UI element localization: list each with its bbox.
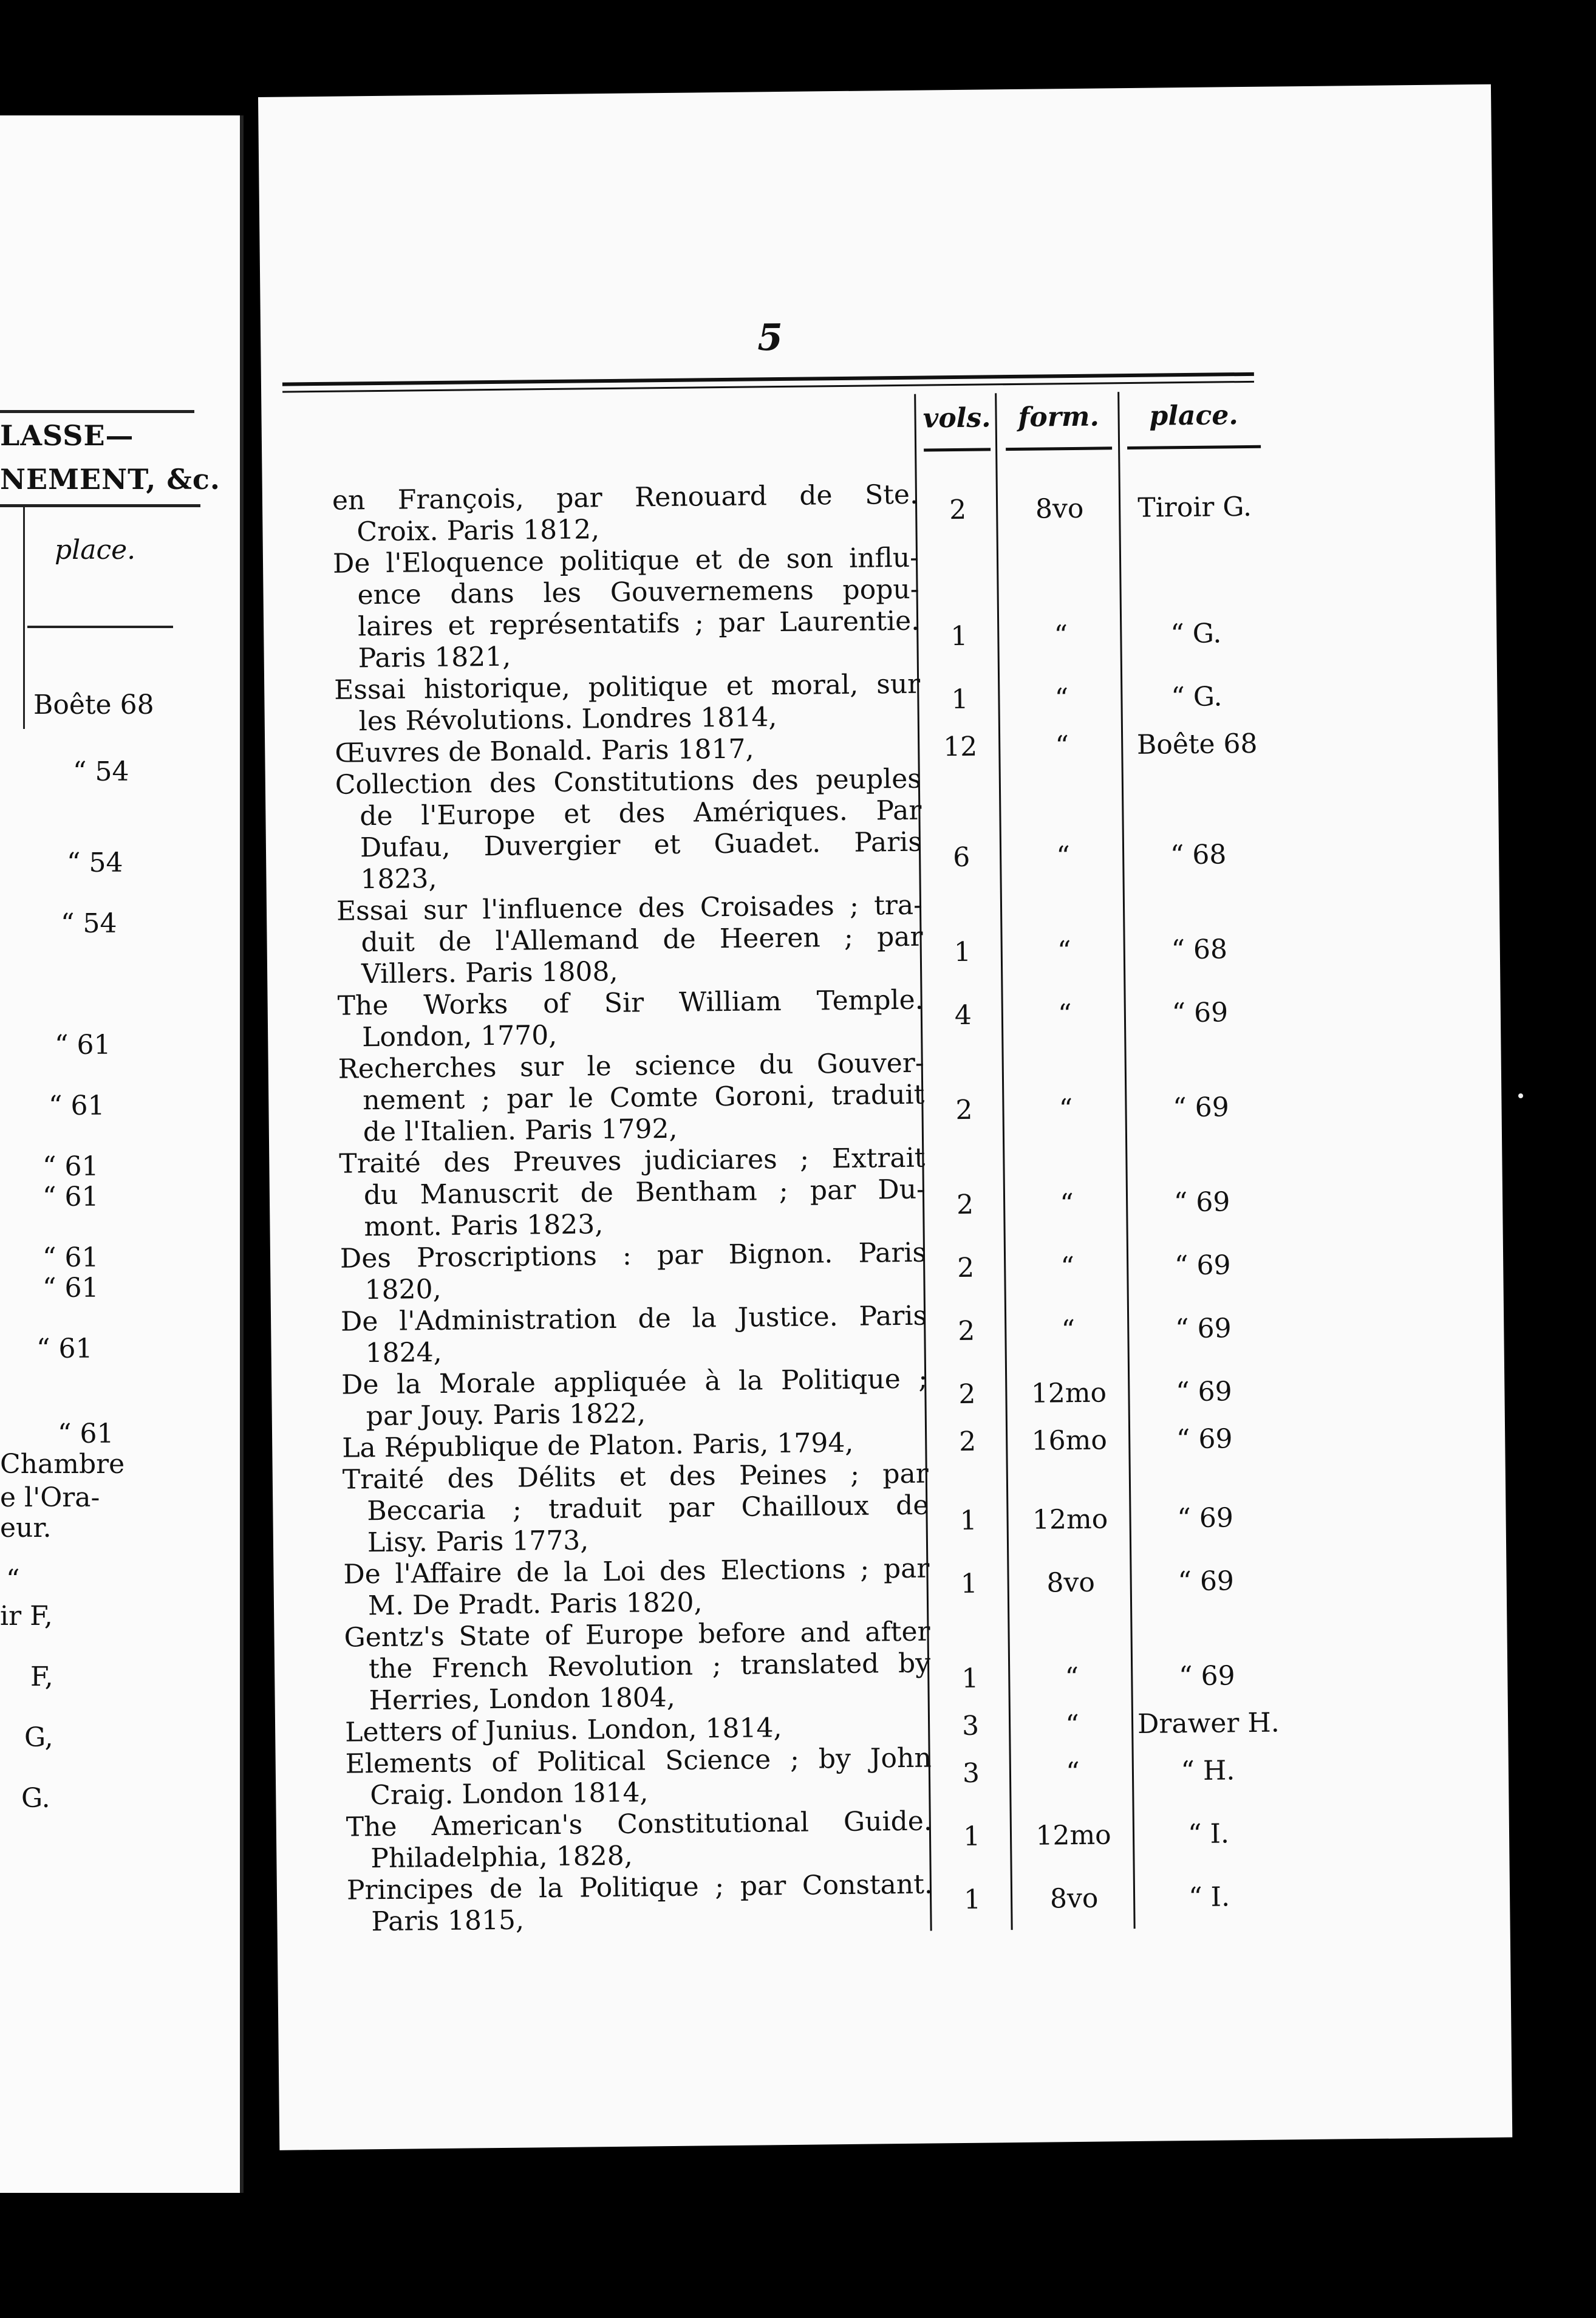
- entry-line: Traité des Preuves judiciares ; Extrait: [339, 1142, 926, 1180]
- entry-vols: 1: [953, 936, 972, 968]
- catalog-entry: [347, 1869, 933, 1938]
- catalog-entry: [333, 542, 920, 675]
- left-place-entry: “ 54: [61, 908, 117, 939]
- right-page: [258, 84, 1512, 2150]
- entry-line: Paris 1821,: [358, 641, 511, 674]
- entry-line: Paris 1815,: [371, 1904, 525, 1938]
- entry-line: ence dans les Gouvernemens popu-: [357, 573, 919, 611]
- entry-line: M. De Pradt. Paris 1820,: [367, 1587, 703, 1622]
- entry-place: Tiroir G.: [1137, 491, 1252, 524]
- left-header-line-2: NEMENT, &c.: [0, 463, 220, 496]
- entry-line: Philadelphia, 1828,: [370, 1840, 633, 1875]
- entry-vols: 1: [951, 683, 969, 716]
- left-place-entry: eur.: [0, 1513, 52, 1544]
- entry-vols: 2: [955, 1094, 973, 1126]
- left-place-underline: [27, 626, 173, 628]
- entry-place: “ 69: [1178, 1565, 1235, 1598]
- entry-line: De l'Eloquence politique et de son influ-: [332, 542, 919, 580]
- catalog-entry: [336, 890, 924, 991]
- entry-line: De l'Administration de la Justice. Paris: [340, 1300, 927, 1338]
- entry-form: “: [1057, 935, 1071, 967]
- place-underline: [1127, 445, 1261, 450]
- entry-line: Lisy. Paris 1773,: [367, 1525, 589, 1559]
- left-place-entry: “ 54: [67, 847, 123, 878]
- catalog-entry: [339, 1143, 926, 1243]
- catalog-entry: [340, 1237, 927, 1307]
- entry-line: Beccaria ; traduit par Chailloux de: [367, 1489, 929, 1527]
- entry-form: 8vo: [1035, 493, 1084, 525]
- entry-line: 1823,: [360, 863, 437, 895]
- entry-form: 8vo: [1046, 1567, 1096, 1599]
- entry-place: “ H.: [1181, 1755, 1235, 1787]
- catalog-entry: [337, 985, 924, 1054]
- entry-place: “ 69: [1177, 1502, 1234, 1534]
- entry-line: London, 1770,: [361, 1019, 558, 1053]
- entry-line: La République de Platon. Paris, 1794,: [342, 1427, 854, 1464]
- left-place-entry: G,: [24, 1722, 53, 1753]
- entry-line: de l'Europe et des Amériques. Par: [360, 795, 922, 832]
- entry-vols: 3: [961, 1710, 980, 1742]
- left-column-divider: [23, 504, 25, 729]
- entry-vols: 4: [954, 999, 972, 1031]
- entry-vols: 1: [963, 1884, 981, 1915]
- entry-place: “ 69: [1171, 997, 1229, 1029]
- entry-place: Drawer H.: [1137, 1707, 1280, 1740]
- entry-line: par Jouy. Paris 1822,: [366, 1398, 646, 1432]
- left-place-entry: “ 54: [73, 756, 129, 787]
- left-place-entry: “ 61: [49, 1090, 105, 1121]
- entry-form: “: [1054, 620, 1068, 651]
- col-head-place: place.: [1149, 400, 1238, 432]
- entry-line: De la Morale appliquée à la Politique ;: [341, 1363, 928, 1401]
- entry-place: “ 68: [1171, 934, 1228, 966]
- left-place-entry: e l'Ora-: [0, 1482, 100, 1513]
- col-head-vols: vols.: [922, 402, 991, 434]
- entry-line: De l'Affaire de la Loi des Elections ; par: [343, 1553, 930, 1590]
- entry-line: Recherches sur le science du Gouver-: [338, 1047, 924, 1085]
- left-place-header: place.: [55, 535, 136, 566]
- left-place-entry: G.: [21, 1783, 50, 1814]
- left-place-entry: “ 61: [55, 1030, 111, 1061]
- catalog-entry: [343, 1458, 930, 1559]
- catalog-entry: [345, 1743, 932, 1812]
- left-place-entry: “ 61: [43, 1273, 99, 1304]
- entry-line: The American's Constitutional Guide.: [346, 1805, 933, 1843]
- entry-line: Letters of Junius. London, 1814,: [344, 1712, 782, 1748]
- catalog-entry: [341, 1364, 928, 1433]
- entry-vols: 2: [958, 1426, 977, 1458]
- entry-line: Principes de la Politique ; par Constant.: [346, 1868, 933, 1906]
- entry-line: Herries, London 1804,: [369, 1681, 676, 1717]
- left-place-entry: ir F,: [0, 1601, 53, 1632]
- entry-vols: 2: [949, 494, 967, 526]
- entry-line: en François, par Renouard de Ste.: [332, 479, 919, 516]
- entry-place: “ 69: [1178, 1660, 1235, 1692]
- entry-place: “ 69: [1174, 1250, 1231, 1282]
- entry-form: “: [1054, 683, 1069, 714]
- entry-form: “: [1056, 841, 1071, 872]
- entry-line: Collection des Constitutions des peuples: [335, 763, 922, 801]
- left-place-entry: “ 61: [43, 1181, 99, 1212]
- left-page: [0, 115, 244, 2193]
- entry-vols: 2: [958, 1315, 975, 1347]
- left-place-entry: “ 61: [36, 1333, 93, 1364]
- entry-line: the French Revolution ; translated by: [368, 1647, 931, 1685]
- left-place-entry: Boête 68: [33, 689, 154, 720]
- entry-line: nement ; par le Comte Goroni, traduit: [363, 1079, 925, 1116]
- entry-line: du Manuscrit de Bentham ; par Du-: [363, 1174, 926, 1211]
- entry-vols: 1: [963, 1821, 981, 1852]
- entry-form: 12mo: [1035, 1819, 1111, 1851]
- entry-form: “: [1057, 999, 1072, 1030]
- left-place-entry: “: [6, 1564, 20, 1595]
- entry-place: “ 69: [1176, 1423, 1233, 1455]
- left-place-entry: F,: [30, 1661, 53, 1692]
- entry-line: 1820,: [364, 1273, 442, 1306]
- entry-form: “: [1061, 1315, 1076, 1346]
- left-top-rule: [0, 410, 194, 413]
- entry-form: 8vo: [1049, 1882, 1099, 1915]
- entry-place: “ G.: [1170, 618, 1222, 650]
- entry-vols: 1: [961, 1663, 979, 1695]
- entry-line: Dufau, Duvergier et Guadet. Paris: [360, 826, 922, 864]
- entry-vols: 6: [952, 841, 970, 874]
- entry-vols: 2: [957, 1252, 975, 1284]
- entry-place: “ 69: [1173, 1092, 1230, 1124]
- entry-line: The Works of Sir William Temple.: [337, 984, 924, 1022]
- entry-line: Croix. Paris 1812,: [356, 514, 600, 548]
- entry-line: Traité des Délits et des Peines ; par: [342, 1458, 929, 1496]
- entry-place: “ I.: [1187, 1818, 1230, 1850]
- entry-vols: 2: [958, 1378, 976, 1410]
- speck: [1518, 1093, 1523, 1098]
- entry-place: Boête 68: [1136, 728, 1258, 761]
- page-number: 5: [757, 316, 783, 360]
- entry-line: Œuvres de Bonald. Paris 1817,: [335, 733, 754, 769]
- entry-vols: 1: [960, 1568, 978, 1600]
- entry-line: Essai historique, politique et moral, sur: [333, 668, 921, 706]
- catalog-entry: [344, 1616, 931, 1717]
- entry-place: “ 69: [1175, 1376, 1232, 1408]
- form-underline: [1006, 446, 1112, 451]
- entry-place: “ 69: [1173, 1186, 1230, 1219]
- catalog-entry: [338, 1048, 925, 1149]
- catalog-entry: [346, 1806, 933, 1875]
- left-place-entry: Chambre: [0, 1449, 125, 1480]
- entry-place: “ 69: [1175, 1313, 1232, 1345]
- col-head-form: form.: [1018, 401, 1100, 433]
- entry-line: Des Proscriptions : par Bignon. Paris: [339, 1237, 927, 1274]
- left-place-entry: “ 61: [43, 1242, 99, 1273]
- entry-line: mont. Paris 1823,: [364, 1209, 604, 1243]
- entry-form: “: [1059, 1093, 1073, 1125]
- catalog-entry: [335, 764, 922, 896]
- entry-line: Craig. London 1814,: [370, 1777, 649, 1811]
- catalog-entry: [341, 1301, 927, 1370]
- entry-vols: 1: [950, 620, 968, 652]
- entry-line: les Révolutions. Londres 1814,: [358, 702, 777, 737]
- entry-vols: 2: [956, 1189, 974, 1221]
- entry-line: Elements of Political Science ; by John: [345, 1742, 932, 1780]
- entry-form: 12mo: [1032, 1503, 1108, 1536]
- entry-form: “: [1060, 1188, 1074, 1220]
- left-header-line-1: LASSE—: [0, 419, 134, 452]
- entry-line: Villers. Paris 1808,: [361, 956, 618, 990]
- entry-form: “: [1065, 1756, 1080, 1788]
- catalog-entry: [332, 479, 919, 549]
- entry-vols: 12: [943, 731, 978, 763]
- entry-place: “ G.: [1171, 681, 1223, 713]
- vols-underline: [924, 448, 991, 451]
- entry-line: Gentz's State of Europe before and after: [344, 1616, 930, 1653]
- entry-form: 16mo: [1031, 1424, 1108, 1457]
- entry-form: “: [1065, 1709, 1080, 1741]
- entry-form: “: [1060, 1251, 1075, 1283]
- entry-line: 1824,: [365, 1336, 442, 1369]
- entry-form: “: [1065, 1661, 1079, 1694]
- entry-vols: 1: [960, 1505, 977, 1537]
- entry-line: Essai sur l'influence des Croisades ; tra-: [336, 889, 923, 927]
- catalog-entry: [334, 669, 921, 738]
- left-bottom-rule: [0, 504, 200, 507]
- entry-vols: 3: [962, 1757, 980, 1790]
- catalog-entry: [343, 1553, 930, 1622]
- left-place-entry: “ 61: [58, 1418, 114, 1449]
- entry-place: “ 68: [1170, 839, 1227, 871]
- entry-line: de l'Italien. Paris 1792,: [363, 1113, 678, 1148]
- entry-line: laires et représentatifs ; par Laurentie.: [357, 605, 920, 643]
- entry-line: duit de l'Allemand de Heeren ; par: [361, 921, 923, 959]
- entry-form: “: [1055, 730, 1069, 762]
- entry-place: “ I.: [1188, 1881, 1230, 1913]
- entry-form: 12mo: [1031, 1377, 1107, 1409]
- left-place-entry: “ 61: [43, 1151, 99, 1182]
